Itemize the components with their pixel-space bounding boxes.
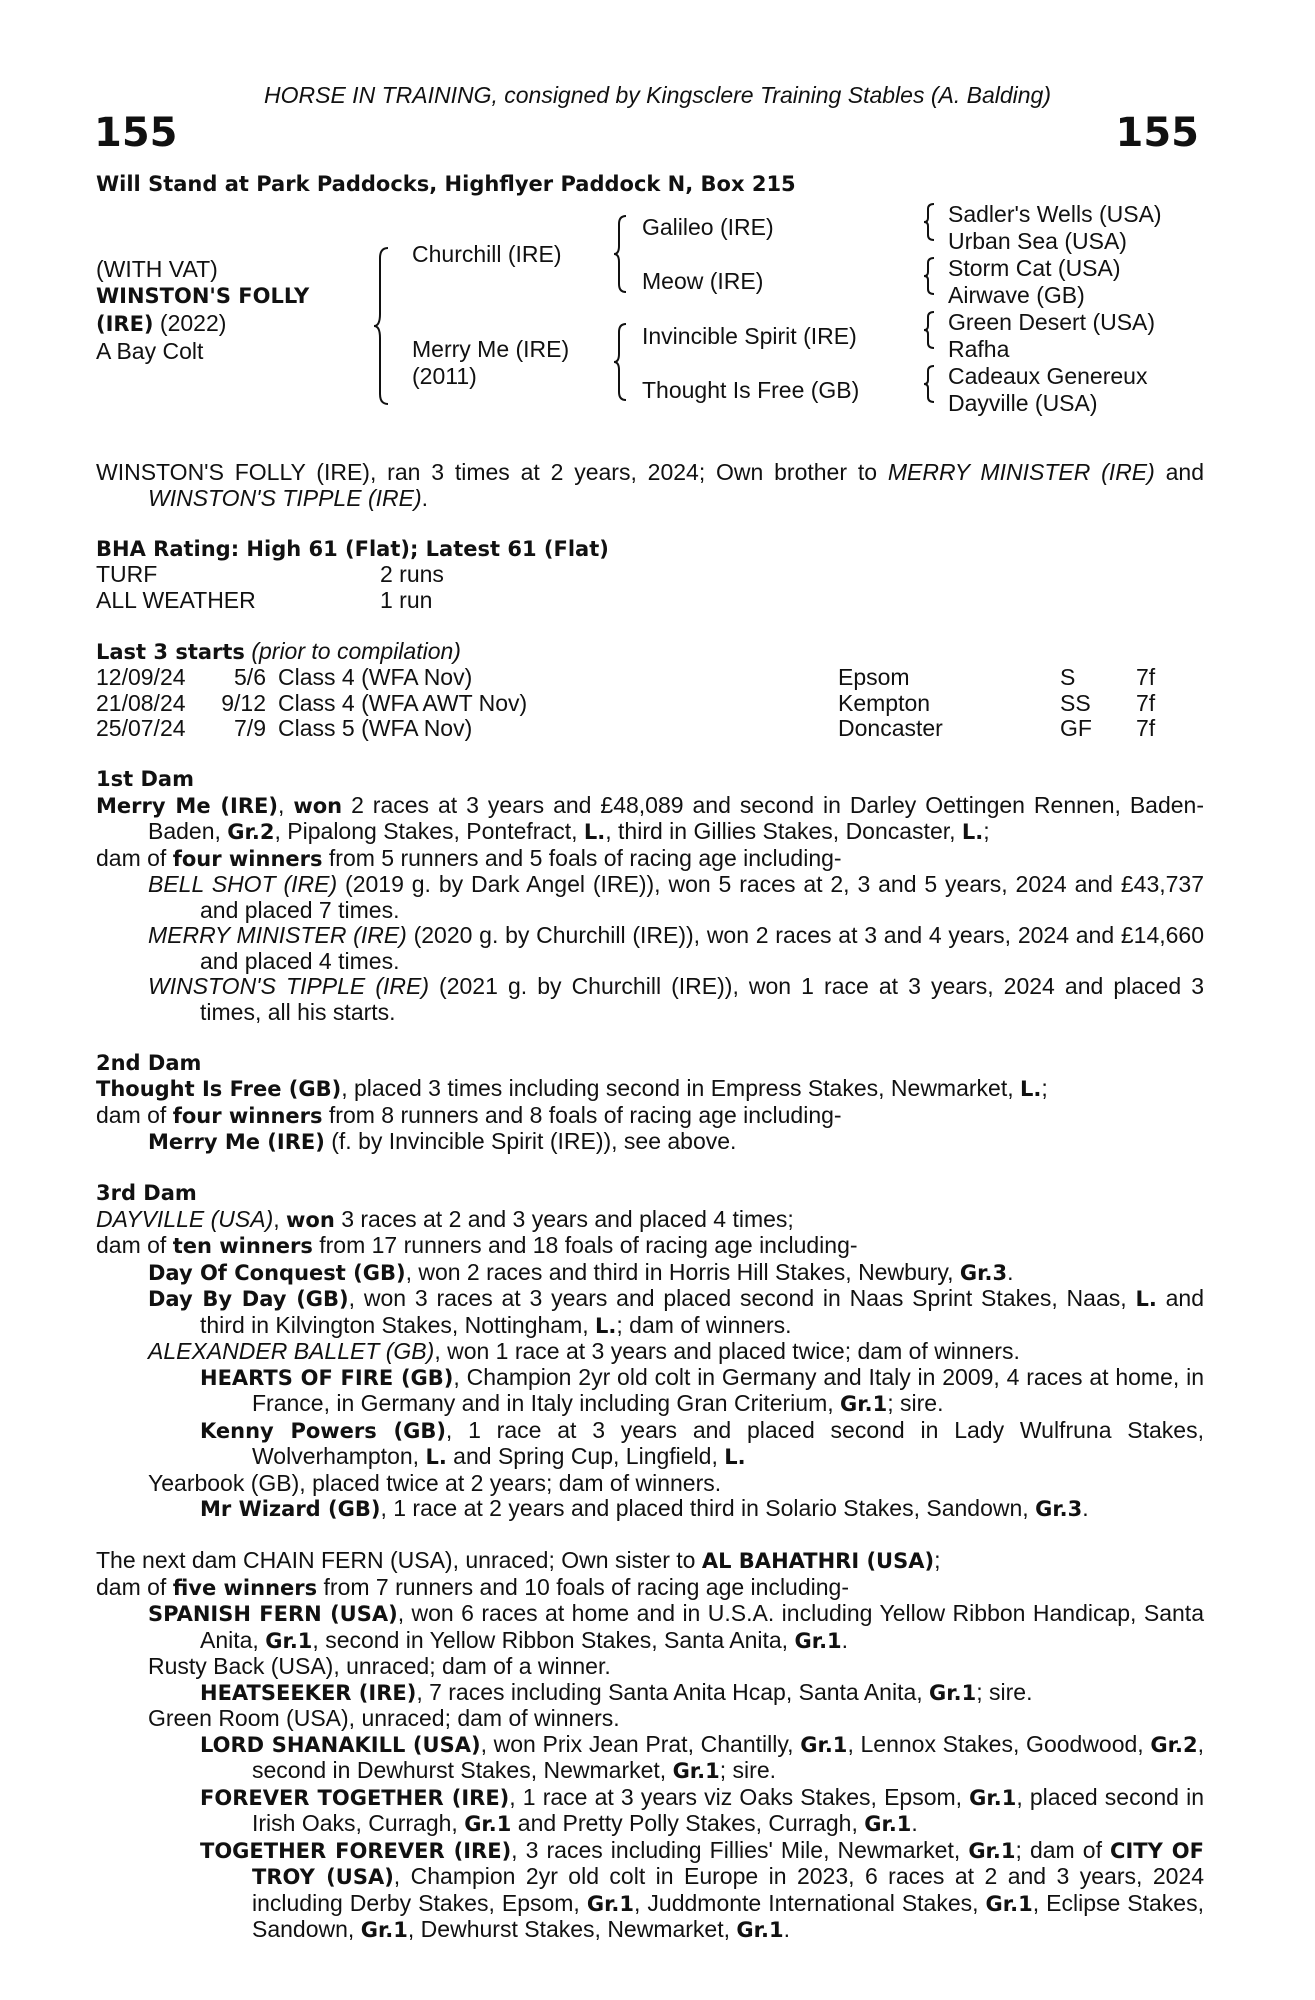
text: , Lennox Stakes, Goodwood, xyxy=(847,1730,1151,1757)
produce-name: Day Of Conquest (GB) xyxy=(148,1260,406,1285)
pedigree-brace-g3 xyxy=(922,310,938,350)
grade-label: Gr.1 xyxy=(929,1680,977,1705)
rating-runs: 1 run xyxy=(380,586,433,613)
start-distance: 7f xyxy=(1136,664,1156,690)
text: ; sire. xyxy=(887,1390,944,1416)
last-starts-heading xyxy=(96,639,1204,666)
text: . xyxy=(783,1916,790,1942)
produce-name: WINSTON'S TIPPLE (IRE) xyxy=(148,973,429,999)
text: from 5 runners and 5 foals of racing age including- xyxy=(322,844,842,871)
start-row xyxy=(96,665,1204,691)
produce-record: (2019 g. by Dark Angel (IRE)), won 5 races at 2, 3 and 5 years, 2024 and £43,737 and placed 7 times. xyxy=(200,871,1204,923)
produce-name: Kenny Powers (GB) xyxy=(200,1418,446,1443)
grandproduce-entry xyxy=(96,1365,1204,1418)
produce-entry xyxy=(96,1706,1204,1732)
text: ; xyxy=(983,818,990,844)
text: dam of xyxy=(96,1573,173,1600)
grade-label: Gr.1 xyxy=(985,1891,1033,1916)
produce-record: (2020 g. by Churchill (IRE)), won 2 races at 3 and 4 years, 2024 and £14,660 and placed 4 times. xyxy=(200,922,1204,974)
grandproduce-entry xyxy=(96,1496,1204,1523)
produce-entry xyxy=(96,1471,1204,1497)
text: dam of xyxy=(96,844,173,871)
winners-count: four winners xyxy=(172,1103,323,1128)
grade-label: Gr.1 xyxy=(736,1918,784,1942)
text: and Spring Cup, Lingfield, xyxy=(446,1443,725,1469)
first-dam-entry xyxy=(96,793,1204,846)
grade-label: Gr.1 xyxy=(968,1838,1016,1863)
grade-label: Gr.1 xyxy=(586,1891,635,1916)
produce-name: ALEXANDER BALLET (GB) xyxy=(148,1338,435,1364)
text: , won Prix Jean Prat, Chantilly, xyxy=(480,1730,801,1757)
grandproduce-entry xyxy=(96,1785,1204,1838)
text: , won 1 race at 3 years and placed twice; dam of winners. xyxy=(434,1338,1020,1364)
start-going: S xyxy=(1060,664,1076,690)
second-dam-heading: 2nd Dam xyxy=(96,1050,202,1075)
grade-label: Gr.1 xyxy=(800,1732,848,1757)
text: from 17 runners and 18 foals of racing age including- xyxy=(312,1232,858,1258)
pedigree-brace-g2 xyxy=(922,256,938,296)
grandproduce-entry xyxy=(96,1838,1204,1944)
grade-label: Gr.1 xyxy=(360,1918,408,1942)
grade-label: Gr.1 xyxy=(794,1628,842,1653)
g3-cadeaux-genereux: Cadeaux Genereux xyxy=(948,363,1148,389)
text: , Juddmonte International Stakes, xyxy=(634,1889,986,1916)
pedigree-brace-g4 xyxy=(922,364,938,404)
rating-surface: TURF xyxy=(96,561,158,587)
start-row xyxy=(96,691,1204,717)
grade-label: Gr.3 xyxy=(959,1260,1008,1285)
text: and third in Kilvington Stakes, Nottingham, xyxy=(200,1285,1205,1338)
third-dam-produce-intro xyxy=(96,1233,1204,1260)
text: , 7 races including Santa Anita Hcap, Santa Anita, xyxy=(416,1678,930,1705)
text: , Pipalong Stakes, Pontefract, xyxy=(274,818,584,844)
produce-entry xyxy=(96,1286,1204,1339)
last-starts-note: (prior to compilation) xyxy=(244,637,461,664)
catalogue-text xyxy=(96,460,1204,1944)
produce-record: Yearbook (GB), placed twice at 2 years; dam of winners. xyxy=(148,1469,722,1496)
produce-name: FOREVER TOGETHER (IRE) xyxy=(200,1785,510,1810)
text: , Champion 2yr old colt in Germany and Italy in 2009, 4 races at home, in France, in Germany and in Italy including Gran Criterium, xyxy=(252,1363,1204,1416)
text: . xyxy=(1082,1495,1089,1521)
text: , Champion 2yr old colt in Europe in 2023, 6 races at 2 and 3 years, 2024 including Derby Stakes, Epsom, xyxy=(252,1863,1204,1916)
start-position: 9/12 xyxy=(221,689,266,716)
start-row xyxy=(96,716,1204,742)
produce-entry xyxy=(96,872,1204,923)
start-class: Class 4 (WFA Nov) xyxy=(278,664,473,690)
text: , won 2 races and third in Horris Hill Stakes, Newbury, xyxy=(405,1258,960,1285)
listed-label: L. xyxy=(724,1445,746,1469)
text: from 7 runners and 10 foals of racing age including- xyxy=(317,1573,849,1600)
g3-green-desert: Green Desert (USA) xyxy=(948,309,1156,335)
grandproduce-entry xyxy=(96,1418,1204,1471)
start-position: 7/9 xyxy=(234,715,266,741)
produce-entry xyxy=(96,1601,1204,1654)
stable-location: Will Stand at Park Paddocks, Highflyer Paddock N, Box 215 xyxy=(96,172,796,196)
dam-sire: Invincible Spirit (IRE) xyxy=(642,323,857,349)
produce-record: Green Room (USA), unraced; dam of winners. xyxy=(148,1705,620,1731)
sire-dam: Meow (IRE) xyxy=(642,268,764,294)
produce-entry xyxy=(96,1654,1204,1680)
next-dam-entry xyxy=(96,1548,1204,1575)
produce-name: Merry Me (IRE) xyxy=(148,1130,325,1154)
pedigree-brace-sire xyxy=(612,214,630,294)
produce-record: (f. by Invincible Spirit (IRE)), see above. xyxy=(324,1128,737,1154)
rating-row xyxy=(96,562,1204,588)
grandproduce-entry xyxy=(96,1732,1204,1785)
start-date: 21/08/24 xyxy=(96,689,186,716)
text: dam of xyxy=(96,1232,173,1258)
text: ; xyxy=(934,1547,941,1573)
summary-text: WINSTON'S FOLLY (IRE), ran 3 times at 2 years, 2024; Own brother to xyxy=(96,459,888,485)
listed-label: L. xyxy=(1020,1077,1042,1101)
sibling-name: AL BAHATHRI (USA) xyxy=(701,1549,935,1573)
text: from 8 runners and 8 foals of racing age including- xyxy=(322,1101,842,1128)
produce-entry xyxy=(96,974,1204,1025)
sibling-winstons-tipple: WINSTON'S TIPPLE (IRE) xyxy=(148,484,422,511)
sibling-merry-minister: MERRY MINISTER (IRE) xyxy=(887,459,1155,485)
sire-name: Churchill (IRE) xyxy=(412,241,562,267)
produce-name: TOGETHER FOREVER (IRE) xyxy=(200,1838,512,1863)
text: . xyxy=(841,1626,849,1653)
page-header: HORSE IN TRAINING, consigned by Kingsclere Training Stables (A. Balding) xyxy=(264,82,1051,108)
dam-name: Thought Is Free (GB) xyxy=(96,1077,342,1101)
produce-name: Day By Day (GB) xyxy=(148,1287,349,1311)
listed-label: L. xyxy=(961,820,984,844)
text: , xyxy=(277,791,294,818)
lot-number-left: 155 xyxy=(94,110,178,156)
grade-label: Gr.1 xyxy=(265,1628,313,1653)
produce-entry xyxy=(96,1129,1204,1156)
horse-block xyxy=(96,256,309,365)
third-dam-entry xyxy=(96,1207,1204,1234)
g3-urban-sea: Urban Sea (USA) xyxy=(948,228,1127,254)
horse-country: (IRE) xyxy=(96,312,154,336)
second-dam-produce-intro xyxy=(96,1103,1204,1130)
pedigree-brace-main xyxy=(372,246,394,406)
text: . xyxy=(1007,1258,1014,1285)
start-course: Epsom xyxy=(838,664,910,690)
first-dam-produce-intro xyxy=(96,846,1204,873)
produce-record: (2021 g. by Churchill (IRE)), won 1 race at 3 years, 2024 and placed 3 times, all his starts. xyxy=(200,973,1204,1025)
listed-label: L. xyxy=(425,1445,447,1469)
dam-name: Merry Me (IRE) xyxy=(412,336,570,362)
vat-note: (WITH VAT) xyxy=(96,256,218,282)
start-date: 12/09/24 xyxy=(96,664,186,690)
text: . xyxy=(911,1810,918,1836)
text: , 3 races including Fillies' Mile, Newmarket, xyxy=(511,1836,969,1863)
horse-name-line2 xyxy=(96,310,309,338)
won-label: won xyxy=(286,1207,335,1232)
text: , Dewhurst Stakes, Newmarket, xyxy=(407,1916,737,1942)
text: , third in Gillies Stakes, Doncaster, xyxy=(605,818,962,844)
grade-label: Gr.1 xyxy=(969,1785,1017,1810)
text: , 1 race at 2 years and placed third in Solario Stakes, Sandown, xyxy=(380,1495,1036,1521)
rating-row xyxy=(96,588,1204,614)
produce-record: Rusty Back (USA), unraced; dam of a winner. xyxy=(148,1653,611,1679)
grade-label: Gr.1 xyxy=(672,1759,720,1783)
start-going: SS xyxy=(1060,689,1091,716)
first-dam-heading: 1st Dam xyxy=(96,767,194,791)
dam-name: Merry Me (IRE) xyxy=(96,793,278,818)
g3-storm-cat: Storm Cat (USA) xyxy=(948,255,1121,281)
pedigree-brace-g1 xyxy=(922,202,938,242)
produce-name: SPANISH FERN (USA) xyxy=(148,1602,398,1626)
horse-name: WINSTON'S FOLLY xyxy=(96,284,310,308)
start-position: 5/6 xyxy=(234,664,266,690)
horse-year: (2022) xyxy=(153,310,227,336)
start-date: 25/07/24 xyxy=(96,715,186,741)
last-starts-title: Last 3 starts xyxy=(96,639,245,664)
text: ; sire. xyxy=(976,1678,1033,1705)
text: , placed second in Irish Oaks, Curragh, xyxy=(252,1783,1204,1836)
third-dam-heading: 3rd Dam xyxy=(96,1181,197,1205)
rating-runs: 2 runs xyxy=(380,561,444,587)
text: , 1 race at 3 years viz Oaks Stakes, Epsom, xyxy=(509,1783,970,1810)
text: , won 3 races at 3 years and placed second in Naas Sprint Stakes, Naas, xyxy=(348,1285,1136,1311)
text: , placed 3 times including second in Empress Stakes, Newmarket, xyxy=(341,1075,1021,1101)
grandproduce-entry xyxy=(96,1680,1204,1707)
text: and Pretty Polly Stakes, Curragh, xyxy=(511,1810,865,1836)
dam-year: (2011) xyxy=(412,363,477,389)
bha-rating-heading: BHA Rating: High 61 (Flat); Latest 61 (Flat) xyxy=(96,536,609,561)
next-dam-produce-intro xyxy=(96,1575,1204,1602)
summary-and: and xyxy=(1154,459,1205,485)
start-class: Class 4 (WFA AWT Nov) xyxy=(278,689,528,716)
start-distance: 7f xyxy=(1136,715,1156,741)
text: ; sire. xyxy=(719,1757,776,1783)
horse-description: A Bay Colt xyxy=(96,338,204,364)
g3-sadlers-wells: Sadler's Wells (USA) xyxy=(948,201,1162,227)
text: , second in Yellow Ribbon Stakes, Santa Anita, xyxy=(312,1626,795,1653)
grade-label: Gr.1 xyxy=(464,1812,512,1836)
produce-name: LORD SHANAKILL (USA) xyxy=(200,1732,481,1757)
won-label: won xyxy=(293,793,343,818)
listed-label: L. xyxy=(595,1313,617,1338)
second-dam-entry xyxy=(96,1076,1204,1103)
grade-label: Gr.2 xyxy=(1150,1732,1198,1757)
start-class: Class 5 (WFA Nov) xyxy=(278,715,473,741)
produce-name: HEATSEEKER (IRE) xyxy=(200,1680,417,1705)
lot-number-right: 155 xyxy=(1115,110,1199,156)
produce-name: CITY OF TROY (USA) xyxy=(252,1838,1204,1889)
produce-entry xyxy=(96,1339,1204,1365)
start-going: GF xyxy=(1060,715,1092,741)
dam-dam: Thought Is Free (GB) xyxy=(642,377,860,403)
text: , second in Dewhurst Stakes, Newmarket, xyxy=(252,1730,1204,1783)
listed-label: L. xyxy=(583,820,606,844)
produce-name: MERRY MINISTER (IRE) xyxy=(148,922,407,948)
summary-paragraph xyxy=(96,460,1204,511)
grade-label: Gr.3 xyxy=(1035,1497,1083,1521)
winners-count: five winners xyxy=(172,1575,318,1600)
grade-label: Gr.1 xyxy=(864,1812,912,1836)
text: ; dam of winners. xyxy=(616,1311,792,1338)
text: dam of xyxy=(96,1101,173,1128)
produce-name: BELL SHOT (IRE) xyxy=(148,871,338,897)
start-course: Kempton xyxy=(838,689,931,716)
text: , won 6 races at home and in U.S.A. including Yellow Ribbon Handicap, Santa Anita, xyxy=(200,1600,1204,1653)
produce-entry xyxy=(96,923,1204,974)
text: The next dam CHAIN FERN (USA), unraced; Own sister to xyxy=(96,1547,702,1573)
listed-label: L. xyxy=(1135,1287,1157,1311)
winners-count: four winners xyxy=(172,846,323,871)
text: 2 races at 3 years and £48,089 and second in Darley Oettingen Rennen, Baden-Baden, xyxy=(148,791,1204,844)
text: , Eclipse Stakes, Sandown, xyxy=(252,1889,1204,1942)
winners-count: ten winners xyxy=(172,1234,313,1258)
start-course: Doncaster xyxy=(838,715,943,741)
sire-sire: Galileo (IRE) xyxy=(642,214,774,240)
g3-dayville: Dayville (USA) xyxy=(948,390,1098,416)
pedigree-brace-dam xyxy=(612,322,630,402)
produce-name: HEARTS OF FIRE (GB) xyxy=(200,1365,454,1390)
text: ; dam of xyxy=(1015,1836,1111,1863)
summary-end: . xyxy=(421,484,428,511)
grade-label: Gr.2 xyxy=(227,820,275,844)
g3-rafha: Rafha xyxy=(948,336,1010,362)
text: 3 races at 2 and 3 years and placed 4 times; xyxy=(334,1205,794,1232)
grade-label: Gr.1 xyxy=(840,1392,888,1416)
text: , xyxy=(273,1205,287,1232)
produce-entry xyxy=(96,1260,1204,1287)
dam-name: DAYVILLE (USA) xyxy=(96,1205,274,1232)
text: ; xyxy=(1041,1075,1048,1101)
g3-airwave: Airwave (GB) xyxy=(948,282,1085,308)
produce-name: Mr Wizard (GB) xyxy=(200,1497,381,1521)
text: , 1 race at 3 years and placed second in Lady Wulfruna Stakes, Wolverhampton, xyxy=(252,1416,1204,1469)
start-distance: 7f xyxy=(1136,689,1156,716)
rating-surface: ALL WEATHER xyxy=(96,586,256,613)
